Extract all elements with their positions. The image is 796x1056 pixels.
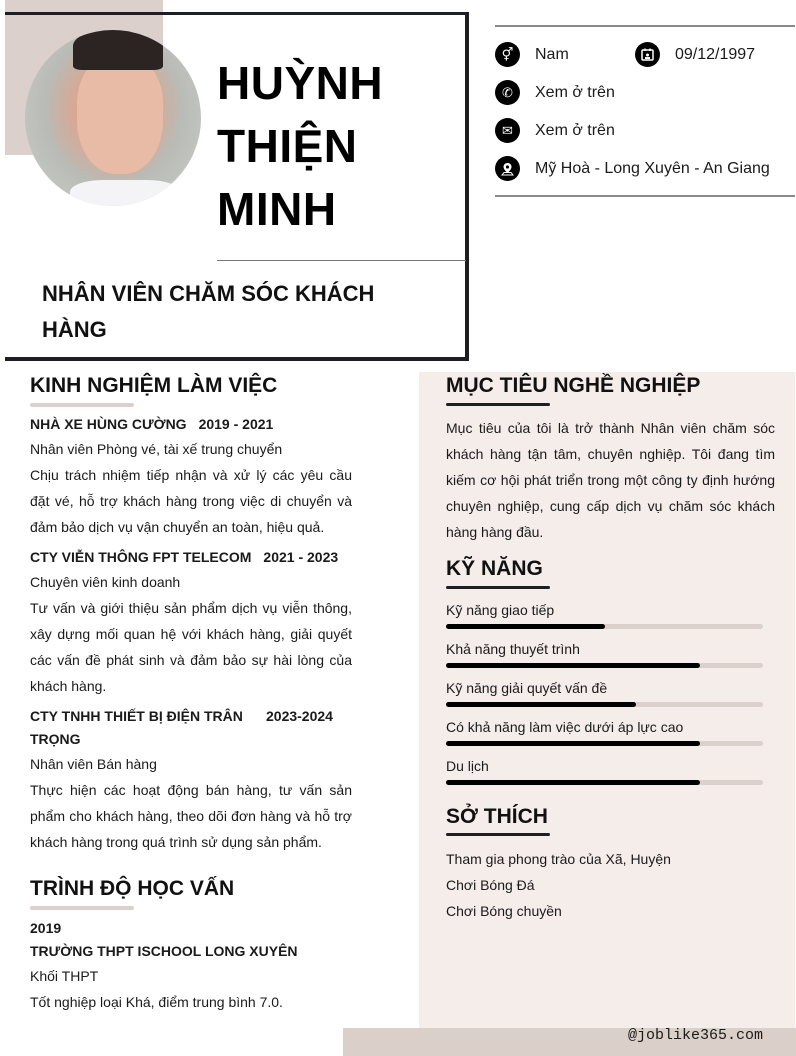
watermark: @joblike365.com [628, 1027, 764, 1044]
skill-item [446, 678, 763, 717]
hobby-item: Tham gia phong trào của Xã, Huyện [446, 851, 671, 867]
job-period: 2021 - 2023 [263, 549, 339, 565]
job-period: 2019 - 2021 [198, 416, 274, 432]
contact-divider-bottom [495, 195, 795, 197]
education-school: TRƯỜNG THPT ISCHOOL LONG XUYÊN [30, 943, 298, 959]
hobbies-heading-underline [446, 833, 550, 836]
job-company: CTY VIỄN THÔNG FPT TELECOM [30, 549, 252, 565]
job-header [30, 546, 352, 569]
candidate-name [217, 52, 383, 241]
contact-address [495, 156, 770, 181]
photo-hair [73, 30, 163, 70]
education-year: 2019 [30, 920, 62, 936]
profile-photo [25, 30, 201, 206]
job-position: Nhân viên Phòng vé, tài xế trung chuyển [30, 441, 283, 457]
skill-bar-fill [446, 780, 700, 785]
phone-icon: ✆ [495, 80, 520, 105]
job-position: Chuyên viên kinh doanh [30, 574, 181, 590]
job-entry [30, 413, 352, 540]
header-frame-bottom [5, 357, 469, 361]
job-title: NHÂN VIÊN CHĂM SÓC KHÁCH HÀNG [42, 281, 375, 342]
calendar-icon [635, 42, 660, 67]
skills-list [446, 600, 763, 795]
hobbies-list [446, 846, 671, 924]
address-value: Mỹ Hoà - Long Xuyên - An Giang [535, 159, 770, 177]
job-period: 2023-2024 [266, 708, 333, 724]
skill-item [446, 600, 763, 639]
hobby-item: Chơi Bóng chuyền [446, 903, 562, 919]
email-value: Xem ở trên [535, 121, 615, 139]
skill-bar [446, 780, 763, 785]
experience-heading-underline [30, 403, 134, 407]
skills-heading-underline [446, 586, 550, 589]
job-entry [30, 705, 352, 855]
phone-value: Xem ở trên [535, 83, 615, 101]
objective-text: Mục tiêu của tôi là trở thành Nhân viên chăm sóc khách hàng tận tâm, chuyên nghiệp. Tôi đang tìm kiếm cơ hội phát triển trong một công ty định hướng chuyên nghiệp, cung cấp dịch vụ chăm sóc khách hàng hàng đầu. [446, 420, 775, 540]
skill-name: Có khả năng làm việc dưới áp lực cao [446, 719, 684, 735]
photo-shirt [70, 180, 180, 206]
header-frame-top [5, 12, 468, 15]
skill-bar [446, 663, 763, 668]
education-heading-underline [30, 906, 134, 910]
skill-item [446, 717, 763, 756]
skill-bar-fill [446, 702, 636, 707]
email-icon: ✉ [495, 118, 520, 143]
education-entry [30, 917, 352, 1015]
name-line: THIỆN [217, 120, 358, 172]
job-header [30, 705, 352, 751]
header-frame-right [465, 12, 469, 361]
education-heading: TRÌNH ĐỘ HỌC VẤN [30, 877, 235, 900]
gender-value: Nam [535, 45, 569, 63]
job-position: Nhân viên Bán hàng [30, 756, 157, 772]
skill-name: Kỹ năng giải quyết vấn đề [446, 680, 608, 696]
skill-bar [446, 741, 763, 746]
contact-birthday [635, 42, 755, 67]
skill-name: Khả năng thuyết trình [446, 641, 580, 657]
name-line: MINH [217, 183, 337, 235]
contact-gender [495, 42, 569, 67]
skill-bar [446, 702, 763, 707]
gender-icon: ⚥ [495, 42, 520, 67]
job-company: CTY TNHH THIẾT BỊ ĐIỆN TRÂN TRỌNG [30, 708, 243, 747]
photo-face [77, 56, 163, 174]
skill-bar-fill [446, 624, 605, 629]
name-line: HUỲNH [217, 57, 384, 109]
education-major: Khối THPT [30, 968, 99, 984]
location-icon [495, 156, 520, 181]
skill-item [446, 756, 763, 795]
contact-email [495, 118, 615, 143]
experience-list [30, 413, 352, 861]
objective-heading: MỤC TIÊU NGHỀ NGHIỆP [446, 374, 701, 397]
name-divider [217, 260, 466, 261]
job-description: Tư vấn và giới thiệu sản phẩm dịch vụ viễn thông, xây dựng mối quan hệ với khách hàng, giải quyết các vấn đề phát sinh và đảm bảo sự hài lòng của khách hàng. [30, 600, 352, 694]
job-entry [30, 546, 352, 699]
objective-heading-underline [446, 403, 550, 406]
birthday-value: 09/12/1997 [675, 45, 756, 63]
hobby-item: Chơi Bóng Đá [446, 877, 535, 893]
skill-name: Kỹ năng giao tiếp [446, 602, 555, 618]
job-header [30, 413, 352, 436]
skill-bar-fill [446, 741, 700, 746]
skill-item [446, 639, 763, 678]
contact-phone [495, 80, 615, 105]
education-note: Tốt nghiệp loại Khá, điểm trung bình 7.0. [30, 994, 283, 1010]
experience-heading: KINH NGHIỆM LÀM VIỆC [30, 374, 278, 397]
contact-divider-top [495, 25, 795, 27]
job-description: Chịu trách nhiệm tiếp nhận và xử lý các yêu cầu đặt vé, hỗ trợ khách hàng trong việc di chuyển và đảm bảo dịch vụ vận chuyển an toàn, hiệu quả. [30, 467, 352, 535]
skill-name: Du lịch [446, 758, 489, 774]
skill-bar [446, 624, 763, 629]
job-description: Thực hiện các hoạt động bán hàng, tư vấn sản phẩm cho khách hàng, theo dõi đơn hàng và hỗ trợ khách hàng trong quá trình sử dụng sản phẩm. [30, 782, 352, 850]
skill-bar-fill [446, 663, 700, 668]
job-company: NHÀ XE HÙNG CƯỜNG [30, 416, 187, 432]
skills-heading: KỸ NĂNG [446, 557, 543, 580]
hobbies-heading: SỞ THÍCH [446, 805, 548, 828]
